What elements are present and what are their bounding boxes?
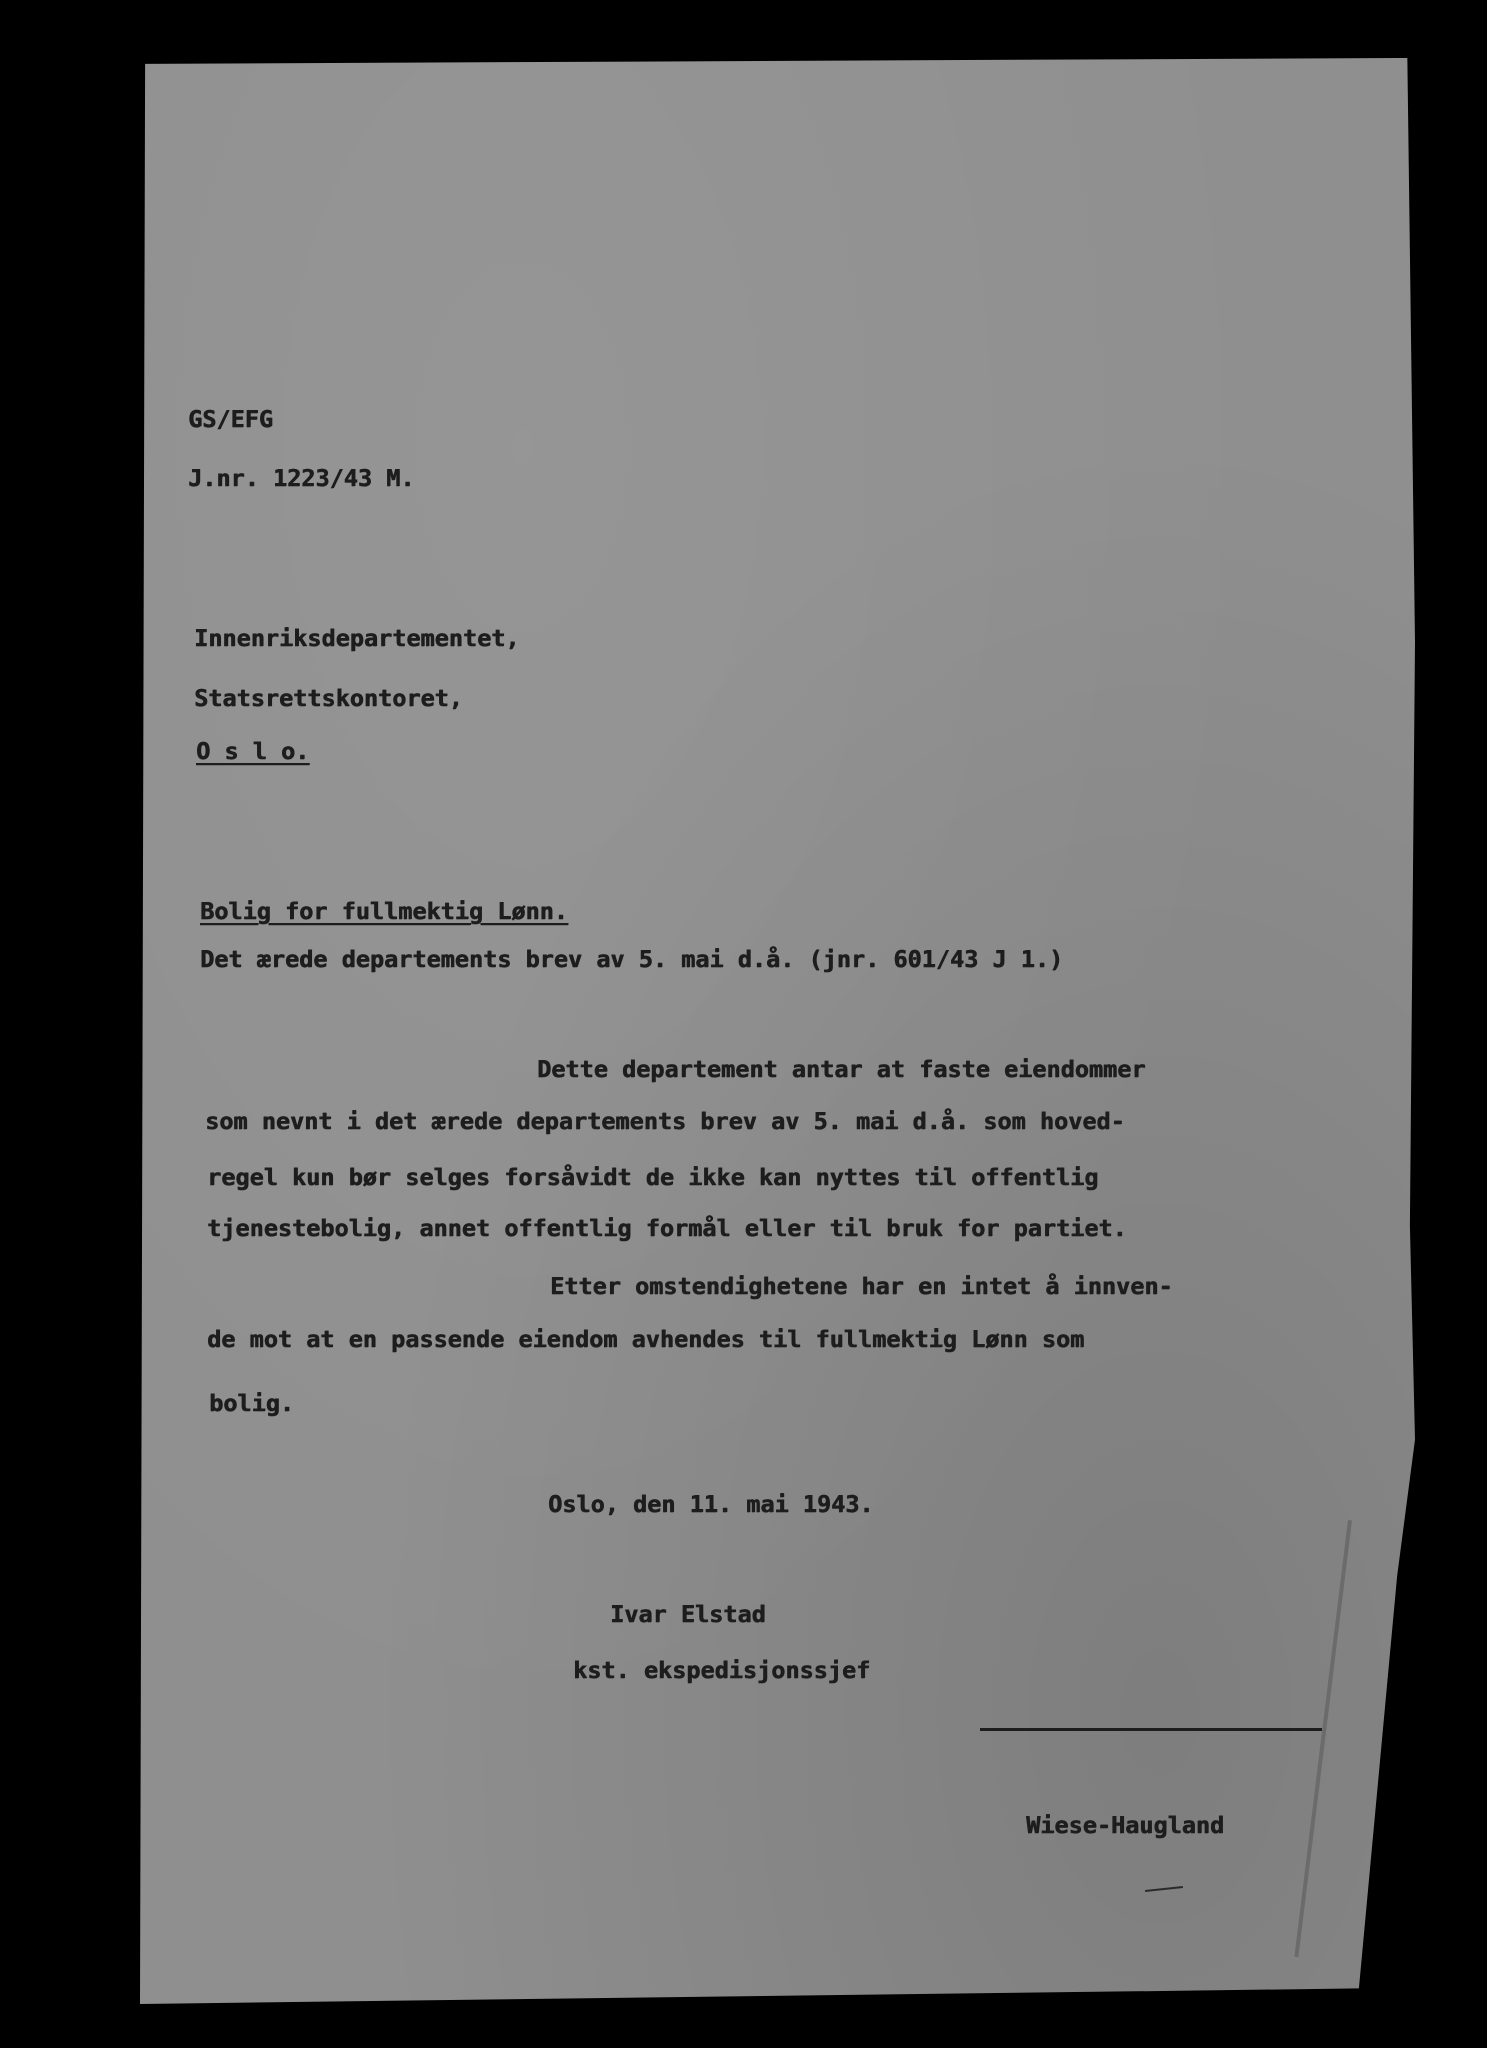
body-line: Etter omstendighetene har en intet å innven- bbox=[550, 1272, 1173, 1300]
countersignature: Wiese-Haugland bbox=[1026, 1811, 1225, 1839]
reference-initials: GS/EFG bbox=[188, 405, 273, 433]
body-line: de mot at en passende eiendom avhendes til fullmektig Lønn som bbox=[207, 1325, 1085, 1353]
signer-title: kst. ekspedisjonssjef bbox=[573, 1656, 871, 1684]
place-date: Oslo, den 11. mai 1943. bbox=[548, 1490, 874, 1518]
subject-reference: Det ærede departements brev av 5. mai d.å. (jnr. 601/43 J 1.) bbox=[200, 945, 1064, 973]
body-line: Dette departement antar at faste eiendommer bbox=[537, 1055, 1146, 1083]
recipient-department: Innenriksdepartementet, bbox=[194, 624, 520, 652]
body-line: bolig. bbox=[209, 1389, 294, 1417]
subject-title: Bolig for fullmektig Lønn. bbox=[200, 897, 568, 925]
recipient-office: Statsrettskontoret, bbox=[194, 684, 463, 712]
body-line: som nevnt i det ærede departements brev av 5. mai d.å. som hoved- bbox=[205, 1107, 1125, 1135]
signer-name: Ivar Elstad bbox=[610, 1600, 766, 1628]
recipient-city: O s l o. bbox=[196, 737, 310, 765]
paper-sheet bbox=[140, 58, 1415, 2004]
signature-line bbox=[980, 1728, 1322, 1731]
body-line: tjenestebolig, annet offentlig formål eller til bruk for partiet. bbox=[207, 1214, 1127, 1242]
body-line: regel kun bør selges forsåvidt de ikke kan nyttes til offentlig bbox=[207, 1163, 1099, 1191]
journal-number: J.nr. 1223/43 M. bbox=[188, 464, 415, 492]
